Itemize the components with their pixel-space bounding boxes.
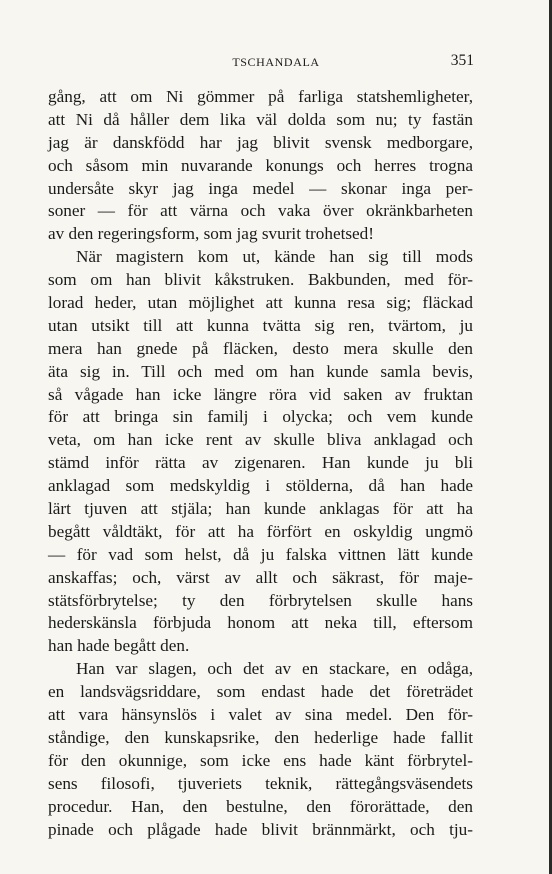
text-line: mera han gnede på fläcken, desto mera skulle den xyxy=(48,338,473,358)
text-line: att vara hänsynslös i valet av sina medel. Den för- xyxy=(48,705,473,725)
page-number: 351 xyxy=(450,52,474,69)
text-line: äta sig in. Till och med om han kunde samla bevis, xyxy=(48,361,473,381)
text-line: utan utsikt till att kunna tvätta sig ren, tvärtom, ju xyxy=(48,315,473,335)
text-line: hederskänsla förbjuda honom att neka till, eftersom xyxy=(48,613,473,633)
text-line: sens filosofi, tjuveriets teknik, rättegångsväsendets xyxy=(48,773,473,793)
text-line: gång, att om Ni gömmer på farliga statshemligheter, xyxy=(48,87,473,106)
text-line: lärt tjuven att stjäla; han kunde anklagas för att ha xyxy=(48,499,473,519)
paragraph-start-line: När magistern kom ut, kände han sig till mods xyxy=(76,247,473,267)
text-line: och såsom min nuvarande konungs och herres trogna xyxy=(48,155,473,175)
text-line: anklagad som medskyldig i stölderna, då han hade xyxy=(48,476,473,496)
text-line: veta, om han icke rent av skulle bliva anklagad och xyxy=(48,430,473,450)
text-line: en landsvägsriddare, som endast hade det företrädet xyxy=(48,682,473,702)
text-line: stätsförbrytelse; ty den förbrytelsen skulle hans xyxy=(48,590,473,610)
text-line: stämd inför rätta av zigenaren. Han kunde ju bli xyxy=(48,453,473,473)
text-line: undersåte skyr jag inga medel — skonar inga per- xyxy=(48,178,473,198)
running-header xyxy=(0,52,552,72)
text-line: — för vad som helst, då ju falska vittnen lätt kunde xyxy=(48,544,473,564)
text-line: soner — för att värna och vaka över okränkbarheten xyxy=(48,201,473,221)
text-line: han hade begått den. xyxy=(48,636,190,656)
text-line: ståndige, den kunskapsrike, den hederlige hade fallit xyxy=(48,727,473,747)
text-line: pinade och plågade hade blivit brännmärkt, och tju- xyxy=(48,819,473,839)
text-line: anskaffas; och, värst av allt och säkrast, för maje- xyxy=(48,567,473,587)
text-line: begått våldtäkt, för att ha förfört en oskyldig ungmö xyxy=(48,521,473,541)
running-title: TSCHANDALA xyxy=(232,55,320,69)
text-line: att Ni då håller dem lika väl dolda som nu; ty fastän xyxy=(48,109,473,129)
text-line: för den okunnige, som icke ens hade känt förbrytel- xyxy=(48,750,473,770)
text-line: som om han blivit kåkstruken. Bakbunden, med för- xyxy=(48,270,473,290)
text-line: för att bringa sin familj i olycka; och vem kunde xyxy=(48,407,473,427)
text-line: procedur. Han, den bestulne, den förorättade, den xyxy=(48,796,473,816)
text-line: lorad heder, utan möjlighet att kunna resa sig; fläckad xyxy=(48,293,473,313)
body-text xyxy=(48,86,473,841)
text-line: av den regeringsform, som jag svurit trohetsed! xyxy=(48,224,375,244)
paragraph-start-line: Han var slagen, och det av en stackare, en odåga, xyxy=(76,659,473,679)
text-line: jag är danskfödd har jag blivit svensk medborgare, xyxy=(48,132,473,152)
text-line: så vågade han icke längre röra vid saken av fruktan xyxy=(48,384,473,404)
